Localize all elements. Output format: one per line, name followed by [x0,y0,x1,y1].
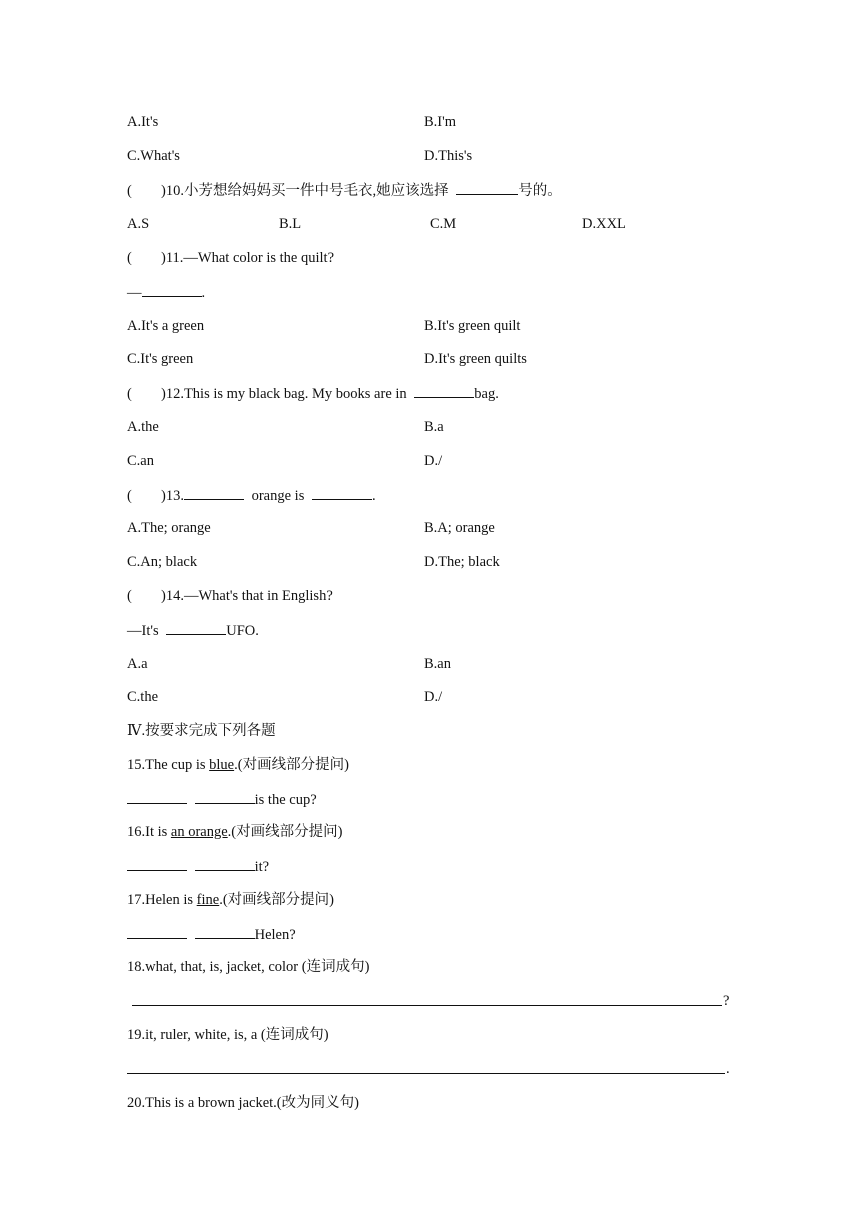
option-c: C.the [127,689,159,705]
answer-suffix: Helen? [254,927,296,943]
option-d: D.It's green quilts [424,351,527,367]
answer-suffix: it? [254,859,270,875]
answer-paren: ( [127,183,132,199]
option-d: D./ [424,689,443,705]
option-c: C.It's green [127,351,194,367]
answer-line [127,621,259,640]
question-10 [127,181,562,200]
question-11 [127,249,334,267]
option-b: B.an [424,656,451,672]
answer-paren: ( [127,386,132,402]
question-15 [127,756,349,774]
answer-blank-2 [195,925,255,939]
answer-line [127,283,205,302]
option-c: C.What's [127,148,180,164]
answer-blank-1 [127,790,187,804]
question-instruction: .(对画线部分提问) [227,824,343,840]
option-b: B.I'm [424,114,457,130]
question-20: 20.This is a brown jacket.(改为同义句) [127,1095,359,1111]
option-d: D.XXL [582,216,626,232]
answer-suffix: is the cup? [254,792,317,808]
question-stem: )13. [161,488,184,504]
question-stem: 17.Helen is [127,892,197,908]
option-d: D.This's [424,148,473,164]
question-instruction: .(对画线部分提问) [219,892,335,908]
answer-line [127,925,296,944]
question-stem: )10.小芳想给妈妈买一件中号毛衣,她应该选择 [161,183,449,199]
period: . [201,285,206,301]
answer-blank [456,181,518,195]
dash: — [127,285,142,301]
answer-paren: ( [127,250,132,266]
question-12 [127,384,499,403]
answer-line [132,1005,722,1006]
question-17 [127,891,334,909]
question-16 [127,823,342,841]
answer-line [127,857,269,876]
question-stem: )14.—What's that in English? [161,588,333,604]
answer-suffix: UFO. [226,623,259,639]
option-b: B.It's green quilt [424,318,521,334]
question-14 [127,587,333,605]
option-d: D./ [424,453,443,469]
question-stem-end: 号的。 [518,183,562,199]
question-instruction: .(对画线部分提问) [234,757,349,773]
option-a: A.S [127,216,150,232]
option-c: C.An; black [127,554,198,570]
answer-blank [414,384,474,398]
option-a: A.It's a green [127,318,205,334]
option-a: A.The; orange [127,520,211,536]
answer-line [127,790,317,809]
answer-blank-2 [312,486,372,500]
option-d: D.The; black [424,554,500,570]
answer-blank-2 [195,857,255,871]
underlined-word: blue [209,757,235,773]
question-19: 19.it, ruler, white, is, a (连词成句) [127,1027,329,1043]
end-punctuation: . [726,1061,730,1077]
option-b: B.a [424,419,444,435]
question-stem-end: bag. [474,386,499,402]
answer-blank-1 [184,486,244,500]
question-stem: 15.The cup is [127,757,210,773]
answer-blank-1 [127,857,187,871]
underlined-word: an orange [170,824,228,840]
option-b: B.L [279,216,302,232]
question-stem: )11.—What color is the quilt? [161,250,335,266]
option-c: C.an [127,453,154,469]
question-stem-mid: orange is [251,488,305,504]
answer-blank [142,283,202,297]
question-stem: )12.This is my black bag. My books are in [161,386,407,402]
question-13 [127,486,376,505]
option-a: A.It's [127,114,159,130]
option-b: B.A; orange [424,520,495,536]
option-c: C.M [430,216,457,232]
answer-paren: ( [127,488,132,504]
question-stem-end: . [371,488,376,504]
option-a: A.a [127,656,148,672]
question-18: 18.what, that, is, jacket, color (连词成句) [127,959,370,975]
answer-blank [166,621,226,635]
option-a: A.the [127,419,159,435]
question-stem: 16.It is [127,824,171,840]
underlined-word: fine [196,892,220,908]
answer-prefix: —It's [127,623,159,639]
answer-paren: ( [127,588,132,604]
end-punctuation: ? [723,993,730,1009]
answer-blank-1 [127,925,187,939]
answer-blank-2 [195,790,255,804]
answer-line [127,1073,725,1074]
section-title: Ⅳ.按要求完成下列各题 [127,723,276,739]
